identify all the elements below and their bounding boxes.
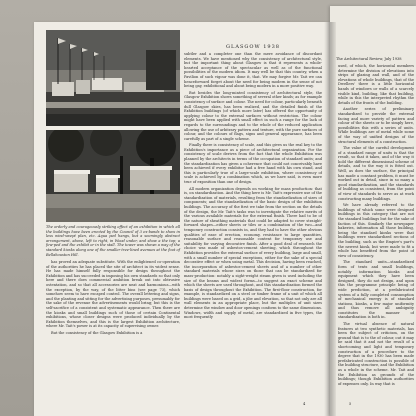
right-column-paragraph: We have already referred to the buildings of which some were designed buildings in this category that are not the standard buildings but for the sake of faction of this. Similarly the newspaper bakeries, information all those building, being the standard kiosks were that buildings were standardized sections of the building, such as the Empire's part's the newest kiosk, but were made to fit a whole has benefited from the point of view of consistency. xyxy=(338,203,414,258)
page-number-right: 5 xyxy=(349,402,352,406)
right-column-paragraph: The value of the careful development of a standard range of units is that the result, so that it takes, and of the way it hold the different dimensional scheme of details, and to the way it is fitted out. Well, as does the surface, the principal has made a constant problem, it must be worked out in detail, since in so many a good standardization, and the standards of building as consistent, from the point of view of standards to serve as at work constructing many buildings. xyxy=(338,146,414,201)
right-column-paragraph: Another series of preliminary standardized to provide the external facing and more variety of pattern and colour of the sheets or to be simply here, possibilities this with a series of units. While buildings are of metal while some of the way of unified designs of the structural elements of a construction. xyxy=(338,107,414,144)
left-column-paragraph: But the consistency of the Glasgow Exhibition is a xyxy=(51,330,143,335)
page-number-left: 4 xyxy=(303,402,306,406)
main-column-paragraph: But besides the long-minted consistency of architectural style, the Glasgow Exhibition shows something of several other kinds; as for example consistency of surface and colour. The need for colour, particularly beneath dull Glasgow skies, has been realized, and the detailed finish of the Exhibition buildings (of which more later) has offered the opportunity of applying colour to the external surfaces without restriction. The colour might have been applied with small effect in such a range for the lack of regards to the surroundings and to the whole of the reduced application allowing the use of arbitrary pattern and texture, with the pure surfaces of colour, and the colours of flags, signs and general appearance, has been carefully as part of a single scheme. xyxy=(184,90,322,141)
kiosks-among-trees-photo xyxy=(46,130,180,222)
right-column-paragraph: used, of which, the horizontal members determine the division of elevations into strips of glazing and wall, and of the elevations of whole buildings, that of the Dwellers' there is a little horizontal bands of windows or walls of a scarcely visible kind, building, like that building, while in this the interpreted rhythm the details of the fronts of the building. xyxy=(338,64,414,105)
photo-caption: The orderly and courageously striking effect of an exhibition in which all the buildings have been erected by the Council of 3 ex-bands to show in less wind-swept plan, etc. Aqua ped hangs, but a seemingly abstract arrangement, above, left to right, in Wood under, and show a the top; a few-ped and the exhibit or in the stall. The tower was shown a way of the standard kiosks along one of the smaller tree-lined avenues at the foot of Bellahouston Hill. xyxy=(46,225,180,257)
main-column-paragraph: subtler and a completer one than the mere avoidance of discordant elements. We have mentioned why the consistency of architectural style, but the important thing about Glasgow is that it represents a whole-hearted acceptance of the spectacular as well as of the functional possibilities of the modern idiom. It may well be that this country, when a Pavilion of such vigour was done it, that. We may forgive Mr. Tait we can henceforward forget about the need for being modern in the sense of not being gay, exhibitional and about being modern in a more positive way. xyxy=(184,52,322,89)
left-text-column xyxy=(46,260,180,410)
right-column-paragraph: The virtual absence of natural features at two synthetic materials, has been the subject of criticism, on the ground that is to the of colour, out it may be said that it and not the result of a shortcoming and light and temporary construction of a procedure to the degree that in the 1930 has been made prefabricated construction is possible of the building structure, and the Exhibition as a whole in the scheme. Mr. Tait and the Exhibition as grounds of the buildings; though Exhibition authorities of expenses only. In way that is xyxy=(338,322,414,386)
page-gutter xyxy=(324,22,336,416)
left-column-paragraph: has proved an adequate substitute. With the enlightened co-operation of the authorities he has placed the site of architect in its widest sense. He has made himself fully responsible for design throughout the Exhibition and has succeeded in imposing his own standards so that only here and there does commercial ambition break out into obtrusive ostentation, and so that all accessories are neat and harmonious—with the exception, by the way, of the litter bins (see page 73), which somehow seem to have escaped control. The overall lettering and signs, and the planting and sitting for the advertising purposes, presumably for the sake of the revenue the advertisements would bring; but this is the self-sacrifice of a consistent and systematic appearance. Then there are the kiosks and small buildings such of those of certain Continental exhibitions, whose closer designs were produced individually by the Exhibition themselves, and this is the largest Exhibition architecture, where Mr. Tait's power is at its capacity of supervising owner. xyxy=(46,260,180,329)
main-column-paragraph: All modern organization depends on working for mass production: that is, on standardization. And the thing here is Mr. Tait's expressive use of the standardization of materials, resulting from the standardization of sizes of components; and the standardization of the basic design of the exhibition buildings. The accuracy of the first we take from the section on the details of the design, the Mr. Tait's tasks was to investigate the relative merits of the various available materials for the external finish. There had to be of the nature of sheathing materials that could be adapted to cover straight-forward shapes—either sheets or tiles or a combination of the two—and temporary construction consists in, and they had to have the other obvious qualities of ease of erection, economy, resistance to large quantities, reasonable surface and reasonable content for temporary use and suitability for varying decorative finish. After a good deal of research the choice was made of asbestos-cement sheeting, which throughout the Exhibition provides the external surface of every building, large and small, with a small number of special exceptions, either for the sake of a special decorative effect or when using metal. This decision, having been reached, the incorporation of asbestos-cement sheets and of a number of other standard materials whose sizes on those that can be standardized for mass-production: notably a sight-weight steam given is used including the size of the beams and widest forms—to suggest an exact scheme and which the sheets are used throughout, and this standardization formed the basis of design throughout the Exhibition. The first-floor construction, for example, is standardized on a steel or timber frame of a unit of which all buildings were based on a grid, a jibe and elevation, so that not only are all wall elements in an appropriate place, but the multiples of unit sizes determine the window and door openings conform to the same dimensions. Windows, width and supply of metal, are standardized in five types, the most frequently xyxy=(184,186,322,320)
right-running-head: The Architectural Review, July 1938 xyxy=(336,57,402,61)
running-head: GLASGOW 1938 xyxy=(226,44,280,50)
right-column-paragraph: The standard units—standardized form of tents and small buildings, notably information kiosks and equipment which they have been designed, they do not design, and upon this the programme principle being of wide prediction, at a prefabricated system of a fully completed consumption of mechanical energy is of standard stations, kiosks, a few major uniformity and thus remove all ambiguity constitutes the manner of standardization is both in. xyxy=(338,260,414,320)
main-column-paragraph: Finally there is consistency of scale, and this gives us the real key to the Exhibition's importance as a piece of architectural organization. For the consistency of scale derives from the fact that the whole Exhibition was planned by the architects in terms of the occupation of standard units; and the standardization has given a coherence that could not conceivably have been achieved if every exhibitor had a free hand with his own stand, and this is particularly true of a large-scale exhibition, where consistency of scale is achieved by a combination which, as we have said, is even more true of exposition than one of design. xyxy=(184,143,322,185)
exhibition-avenue-photo xyxy=(46,30,180,126)
right-page-text-column xyxy=(338,64,414,394)
main-text-column xyxy=(184,52,322,408)
